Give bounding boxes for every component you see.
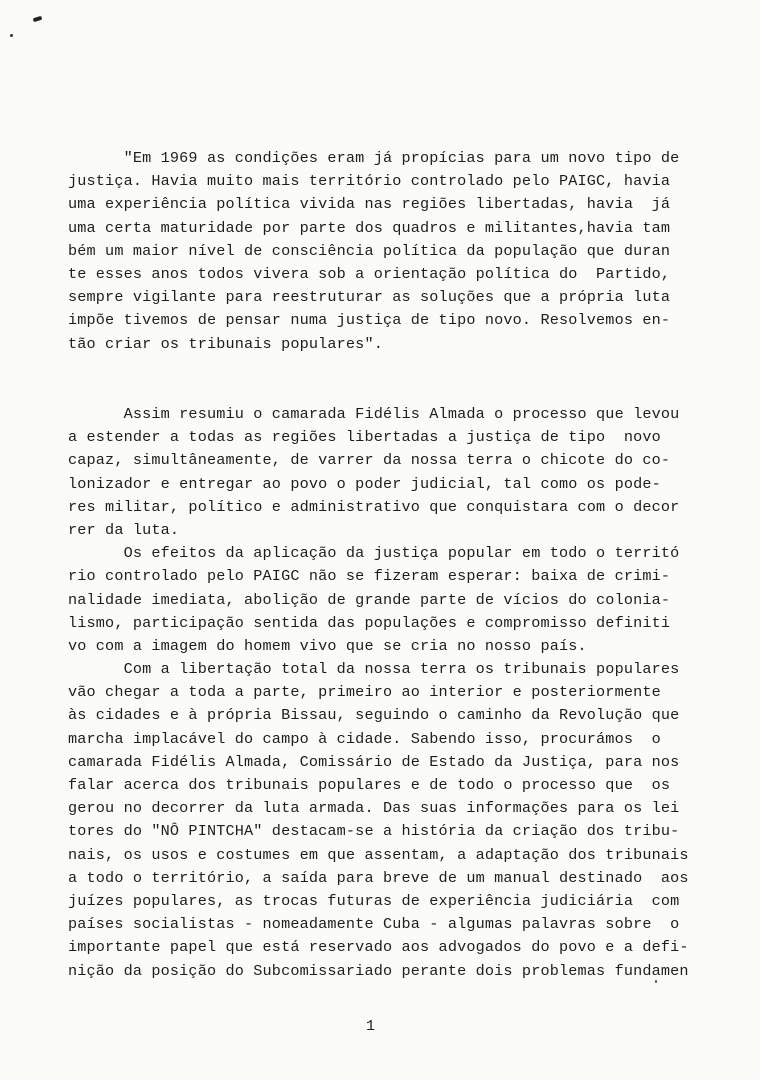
quote-line: impõe tivemos de pensar numa justiça de tipo novo. Resolvemos en- bbox=[68, 311, 671, 330]
paragraph-line: Com a libertação total da nossa terra os tribunais populares bbox=[68, 660, 680, 679]
paragraph-line: Assim resumiu o camarada Fidélis Almada o processo que levou bbox=[68, 405, 680, 423]
quote-line: tão criar os tribunais populares". bbox=[68, 334, 383, 353]
article-body bbox=[68, 403, 708, 983]
paragraph-line: nição da posição do Subcomissariado perante dois problemas fundamen bbox=[68, 961, 689, 980]
opening-quote bbox=[68, 147, 708, 356]
paragraph-line: juízes populares, as trocas futuras de experiência judiciária com bbox=[68, 891, 680, 910]
quote-line: bém um maior nível de consciência política da população que duran bbox=[68, 241, 671, 260]
quote-line: te esses anos todos vivera sob a orientação política do Partido, bbox=[68, 264, 671, 283]
paragraph-line: vão chegar a toda a parte, primeiro ao interior e posteriormente bbox=[68, 683, 661, 702]
paragraph-line: falar acerca dos tribunais populares e de todo o processo que os bbox=[68, 776, 671, 794]
ink-dot bbox=[10, 34, 13, 37]
paragraph-line: vo com a imagem do homem vivo que se cria no nosso país. bbox=[68, 636, 587, 655]
paragraph-line: às cidades e à própria Bissau, seguindo o caminho da Revolução que bbox=[68, 706, 680, 725]
paragraph-line: gerou no decorrer da luta armada. Das suas informações para os lei bbox=[68, 799, 680, 818]
paragraph-line: países socialistas - nomeadamente Cuba - algumas palavras sobre o bbox=[68, 915, 680, 934]
paragraph-line: camarada Fidélis Almada, Comissário de Estado da Justiça, para nos bbox=[68, 752, 680, 771]
paragraph-line: nais, os usos e costumes em que assentam, a adaptação dos tribunais bbox=[68, 845, 689, 864]
paragraph-line: capaz, simultâneamente, de varrer da nossa terra o chicote do co- bbox=[68, 451, 671, 470]
paragraph-line: lismo, participação sentida das populações e compromisso definiti bbox=[68, 613, 671, 632]
paragraph-line: importante papel que está reservado aos advogados do povo e a defi- bbox=[68, 938, 689, 957]
quote-line: justiça. Havia muito mais território controlado pelo PAIGC, havia bbox=[68, 172, 671, 191]
paragraph-line: res militar, político e administrativo que conquistara com o decor bbox=[68, 497, 680, 516]
paragraph-line: rio controlado pelo PAIGC não se fizeram esperar: baixa de crimi- bbox=[68, 567, 671, 586]
paragraph-1 bbox=[68, 403, 708, 542]
paragraph-line: rer da luta. bbox=[68, 520, 180, 539]
quote-line: uma certa maturidade por parte dos quadros e militantes,havia tam bbox=[68, 218, 671, 237]
paragraph-3 bbox=[68, 658, 708, 983]
quote-line: sempre vigilante para reestruturar as soluções que a própria luta bbox=[68, 288, 671, 307]
page-number: 1 bbox=[366, 1018, 376, 1035]
ink-mark bbox=[33, 16, 43, 23]
paragraph-line: nalidade imediata, abolição de grande parte de vícios do coloniа- bbox=[68, 590, 671, 609]
quote-line: "Em 1969 as condições eram já propícias para um novo tipo de bbox=[68, 149, 680, 167]
paragraph-line: a todo o território, a saída para breve de um manual destinado aos bbox=[68, 868, 689, 887]
paragraph-line: tores do "NÔ PINTCHA" destacam-se a história da criação dos tribu- bbox=[68, 822, 680, 841]
quote-line: uma experiência política vivida nas regiões libertadas, havia já bbox=[68, 195, 671, 214]
paragraph-line: Os efeitos da aplicação da justiça popular em todo o territó bbox=[68, 544, 680, 563]
paragraph-line: a estender a todas as regiões libertadas a justiça de tipo novo bbox=[68, 428, 661, 447]
paragraph-2 bbox=[68, 542, 708, 658]
paragraph-line: marcha implacável do campo à cidade. Sabendo isso, procurámos o bbox=[68, 729, 661, 748]
paragraph-line: lonizador e entregar ao povo o poder judicial, tal como os pode- bbox=[68, 474, 661, 493]
